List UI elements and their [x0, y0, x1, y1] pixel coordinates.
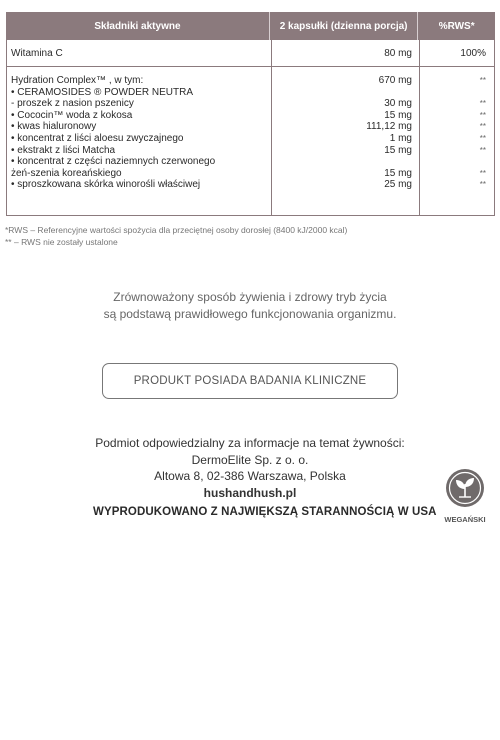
info-address: Altowa 8, 02-386 Warszawa, Polska [154, 469, 346, 483]
ingredient-name: Hydration Complex™ , w tym: [11, 75, 144, 86]
ingredient-amount: 111,12 mg [366, 121, 412, 133]
vegan-label: WEGAŃSKI [444, 515, 486, 524]
slogan-line-1: Zrównoważony sposób żywienia i zdrowy tryb życia [113, 290, 387, 304]
ingredient-name: • koncentrat z części naziemnych czerwonego [11, 156, 216, 168]
ingredient-rws: ** [479, 76, 486, 85]
ingredient-rws: ** [479, 134, 486, 143]
ingredient-amount: 1 mg [389, 133, 412, 144]
ingredient-name: • ekstrakt z liści Matcha [11, 144, 116, 156]
header-ingredients: Składniki aktywne [94, 20, 181, 32]
vitc-name: Witamina C [11, 48, 63, 59]
ingredients-table [6, 12, 495, 216]
ingredient-rws: ** [479, 145, 486, 155]
slogan [0, 289, 500, 323]
column-divider [271, 67, 272, 215]
ingredient-name: • kwas hialuronowy [11, 121, 97, 133]
clinical-badge: PRODUKT POSIADA BADANIA KLINICZNE [102, 363, 398, 399]
table-header [6, 12, 495, 40]
ingredient-name: • sproszkowana skórka winorośli właściwej [11, 179, 201, 191]
table-row-vitamin-c [6, 40, 495, 67]
ingredient-name: - proszek z nasion pszenicy [11, 98, 134, 110]
ingredient-rws: ** [479, 180, 486, 190]
ingredient-rws: ** [479, 168, 486, 178]
footnotes [5, 224, 347, 248]
ingredient-rws: ** [479, 122, 486, 132]
vegan-badge [438, 468, 492, 524]
ingredient-rws: ** [479, 110, 486, 120]
ingredient-amount: 15 mg [384, 144, 412, 156]
responsible-entity-info [0, 435, 500, 501]
made-in-usa-statement: WYPRODUKOWANO Z NAJWIĘKSZĄ STARANNOŚCIĄ W USA [93, 506, 437, 518]
vitc-rws: 100% [460, 48, 486, 59]
header-dose: 2 kapsułki (dzienna porcja) [279, 20, 408, 32]
info-website-link[interactable]: hushandhush.pl [203, 485, 297, 500]
vitc-amount: 80 mg [384, 48, 412, 59]
header-rws: %RWS* [438, 20, 475, 32]
ingredient-amount: 30 mg [384, 98, 412, 110]
vegan-leaf-icon [445, 468, 485, 508]
ingredient-rws: ** [479, 99, 486, 109]
column-divider [419, 40, 420, 66]
table-row-hydration-complex [6, 67, 495, 216]
ingredient-amount: 15 mg [384, 109, 412, 121]
footnote-rws-unset: ** – RWS nie zostały ustalone [5, 237, 118, 247]
ingredient-amount: 670 mg [378, 75, 412, 86]
info-line-1: Podmiot odpowiedzialny za informacje na temat żywności: [95, 436, 405, 450]
column-divider [271, 40, 272, 66]
footnote-rws: *RWS – Referencyjne wartości spożycia dla przeciętnej osoby dorosłej (8400 kJ/2000 kcal) [5, 225, 348, 235]
slogan-line-2: są podstawą prawidłowego funkcjonowania organizmu. [103, 307, 397, 321]
ingredient-name: • CERAMOSIDES ® POWDER NEUTRA [11, 86, 193, 98]
column-divider [419, 67, 420, 215]
info-company: DermoElite Sp. z o. o. [191, 452, 309, 467]
ingredient-amount: 15 mg [384, 167, 412, 179]
ingredient-name: • Cococin™ woda z kokosa [11, 109, 133, 121]
ingredient-name: żeń-szenia koreańskiego [11, 167, 122, 179]
ingredient-name: • koncentrat z liści aloesu zwyczajnego [11, 133, 184, 144]
ingredient-amount: 25 mg [384, 179, 412, 191]
